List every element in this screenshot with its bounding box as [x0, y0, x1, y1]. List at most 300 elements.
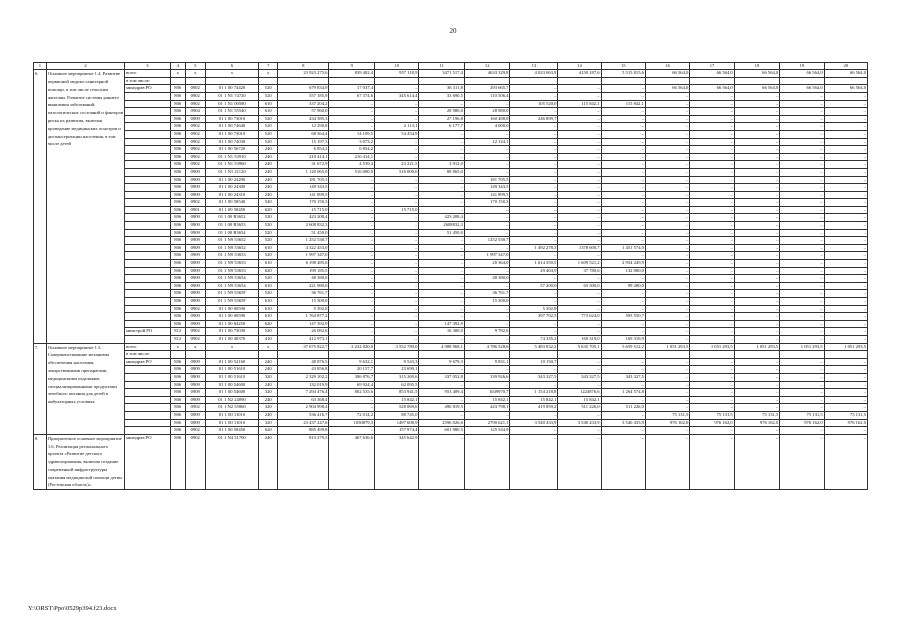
amount-cell: –: [510, 130, 558, 138]
amount-cell: 1 609 521,2: [558, 260, 601, 268]
code-cell: 01 1 N9 53652: [205, 244, 259, 252]
amount-cell: 9 543,3: [375, 358, 419, 366]
amount-cell: –: [645, 153, 689, 161]
amount-cell: –: [824, 206, 867, 214]
amount-cell: –: [824, 252, 867, 260]
code-cell: 320: [259, 419, 278, 427]
amount-cell: –: [419, 381, 465, 389]
code-cell: [205, 77, 259, 85]
code-cell: 01 1 00 74640: [205, 123, 259, 131]
code-cell: 806: [170, 100, 185, 108]
amount-cell: –: [780, 434, 824, 490]
amount-cell: 1224876,6: [558, 389, 601, 397]
code-cell: 0909: [185, 229, 205, 237]
amount-cell: –: [780, 358, 824, 366]
amount-cell: 15 715,0: [375, 206, 419, 214]
amount-cell: 6 198 485,6: [278, 260, 329, 268]
amount-cell: 62 095,5: [375, 381, 419, 389]
amount-cell: –: [645, 123, 689, 131]
amount-cell: –: [510, 237, 558, 245]
amount-cell: –: [645, 146, 689, 154]
code-cell: 240: [259, 184, 278, 192]
code-cell: 806: [170, 191, 185, 199]
code-cell: 410: [259, 335, 278, 343]
amount-cell: –: [690, 237, 734, 245]
executor-cell: [125, 168, 171, 176]
code-cell: 806: [170, 176, 185, 184]
amount-cell: 149 343,5: [278, 184, 329, 192]
amount-cell: [601, 77, 645, 85]
amount-cell: 66 564,0: [780, 70, 824, 78]
amount-cell: –: [558, 199, 601, 207]
code-cell: 806: [170, 366, 185, 374]
amount-cell: –: [601, 427, 645, 435]
amount-cell: –: [558, 184, 601, 192]
code-cell: 0909: [185, 214, 205, 222]
amount-cell: 1 051 293,5: [734, 343, 780, 351]
amount-cell: –: [558, 123, 601, 131]
table-row: [34, 77, 868, 85]
amount-cell: 115 842,1: [601, 100, 645, 108]
amount-cell: 23 699,1: [375, 366, 419, 374]
amount-cell: 2 954 249,9: [601, 260, 645, 268]
code-cell: 806: [170, 404, 185, 412]
header-cell: 16: [645, 63, 689, 70]
code-cell: 240: [259, 381, 278, 389]
amount-cell: –: [329, 282, 375, 290]
header-cell: 5: [185, 63, 205, 70]
amount-cell: –: [690, 199, 734, 207]
amount-cell: –: [510, 161, 558, 169]
code-cell: 0902: [185, 85, 205, 93]
amount-cell: 147 392,9: [278, 320, 329, 328]
amount-cell: –: [510, 381, 558, 389]
executor-cell: [125, 176, 171, 184]
amount-cell: –: [690, 184, 734, 192]
amount-cell: –: [558, 305, 601, 313]
amount-cell: –: [690, 138, 734, 146]
table-row: [34, 85, 868, 93]
executor-cell: [125, 161, 171, 169]
amount-cell: –: [510, 85, 558, 93]
amount-cell: –: [645, 260, 689, 268]
amount-cell: –: [645, 267, 689, 275]
code-cell: 806: [170, 427, 185, 435]
table-row: [34, 123, 868, 131]
executor-cell: [125, 298, 171, 306]
amount-cell: –: [601, 366, 645, 374]
amount-cell: –: [645, 206, 689, 214]
amount-cell: –: [690, 244, 734, 252]
amount-cell: 1 252 530,7: [278, 237, 329, 245]
amount-cell: –: [824, 153, 867, 161]
table-row: [34, 320, 868, 328]
code-cell: 0902: [185, 427, 205, 435]
code-cell: 0909: [185, 320, 205, 328]
executor-cell: [125, 335, 171, 343]
amount-cell: –: [601, 290, 645, 298]
amount-cell: –: [375, 313, 419, 321]
amount-cell: –: [464, 434, 510, 490]
code-cell: 01 1 00 73010: [205, 130, 259, 138]
executor-cell: [125, 123, 171, 131]
amount-cell: –: [824, 313, 867, 321]
code-cell: 240: [259, 434, 278, 490]
code-cell: 01 1 N9 53653: [205, 252, 259, 260]
amount-cell: –: [734, 252, 780, 260]
amount-cell: –: [601, 206, 645, 214]
amount-cell: –: [510, 138, 558, 146]
code-cell: 806: [170, 267, 185, 275]
amount-cell: 23 221,5: [375, 161, 419, 169]
table-row: [34, 92, 868, 100]
amount-cell: 1 614 350,5: [510, 260, 558, 268]
code-cell: 806: [170, 282, 185, 290]
code-cell: 0902: [185, 92, 205, 100]
amount-cell: 1 492 278,3: [510, 244, 558, 252]
amount-cell: 99 280,0: [601, 282, 645, 290]
amount-cell: –: [645, 434, 689, 490]
code-cell: 0909: [185, 244, 205, 252]
amount-cell: –: [645, 168, 689, 176]
executor-cell: [125, 244, 171, 252]
amount-cell: –: [558, 411, 601, 419]
amount-cell: [375, 77, 419, 85]
code-cell: 01 1 00 40370: [205, 335, 259, 343]
amount-cell: –: [734, 305, 780, 313]
amount-cell: 885 499,8: [278, 427, 329, 435]
amount-cell: 141 899,5: [278, 191, 329, 199]
amount-cell: 1 764 877,2: [278, 313, 329, 321]
amount-cell: –: [601, 115, 645, 123]
header-cell: 13: [510, 63, 558, 70]
amount-cell: 15 842,1: [375, 396, 419, 404]
amount-cell: –: [464, 366, 510, 374]
amount-cell: –: [780, 237, 824, 245]
amount-cell: –: [329, 191, 375, 199]
executor-cell: [125, 252, 171, 260]
table-row: [34, 168, 868, 176]
code-cell: 806: [170, 411, 185, 419]
amount-cell: 345 642,9: [375, 434, 419, 490]
code-cell: [185, 77, 205, 85]
file-path-footer: Y:\ORST\Ppo\0529p394.f23.docx: [28, 605, 117, 612]
code-cell: 240: [259, 161, 278, 169]
amount-cell: –: [464, 244, 510, 252]
amount-cell: –: [601, 222, 645, 230]
amount-cell: –: [375, 290, 419, 298]
amount-cell: –: [375, 260, 419, 268]
amount-cell: [645, 77, 689, 85]
amount-cell: –: [464, 305, 510, 313]
amount-cell: –: [419, 411, 465, 419]
amount-cell: –: [690, 320, 734, 328]
amount-cell: 9 679,3: [419, 358, 465, 366]
executor-cell: [125, 199, 171, 207]
amount-cell: –: [780, 214, 824, 222]
amount-cell: 423 208,4: [278, 214, 329, 222]
amount-cell: 3 540 433,9: [601, 419, 645, 427]
amount-cell: –: [734, 267, 780, 275]
code-cell: 0902: [185, 146, 205, 154]
amount-cell: 7 294 476,4: [278, 389, 329, 397]
amount-cell: –: [510, 320, 558, 328]
executor-cell: [125, 290, 171, 298]
code-cell: 01 1 N1 55540: [205, 108, 259, 116]
code-cell: 806: [170, 108, 185, 116]
amount-cell: –: [375, 328, 419, 336]
header-cell: 11: [419, 63, 465, 70]
amount-cell: –: [645, 373, 689, 381]
amount-cell: –: [464, 100, 510, 108]
amount-cell: –: [558, 153, 601, 161]
code-cell: 01 1 00 56720: [205, 146, 259, 154]
header-cell: 4: [170, 63, 185, 70]
amount-cell: [645, 351, 689, 359]
executor-cell: [125, 373, 171, 381]
amount-cell: 170 150,3: [278, 199, 329, 207]
code-cell: 01 1 00 73010: [205, 115, 259, 123]
amount-cell: 23 437 247,6: [278, 419, 329, 427]
amount-cell: –: [329, 176, 375, 184]
executor-cell: [125, 214, 171, 222]
code-cell: 01 1 00 R3653: [205, 222, 259, 230]
amount-cell: [329, 351, 375, 359]
amount-cell: 528 069,6: [375, 404, 419, 412]
amount-cell: –: [510, 222, 558, 230]
amount-cell: –: [645, 161, 689, 169]
code-cell: 0909: [185, 313, 205, 321]
amount-cell: 75 131,5: [690, 411, 734, 419]
table-row: [34, 366, 868, 374]
amount-cell: 4 023 063,9: [510, 70, 558, 78]
amount-cell: –: [645, 328, 689, 336]
code-cell: 520: [259, 130, 278, 138]
amount-cell: –: [734, 199, 780, 207]
amount-cell: –: [824, 305, 867, 313]
code-cell: 01 1 00 00590: [205, 305, 259, 313]
code-cell: 01 1 00 24300: [205, 184, 259, 192]
amount-cell: –: [558, 108, 601, 116]
amount-cell: –: [780, 275, 824, 283]
amount-cell: –: [419, 237, 465, 245]
amount-cell: 43 856,8: [278, 366, 329, 374]
amount-cell: –: [375, 237, 419, 245]
code-cell: 806: [170, 305, 185, 313]
table-row: [34, 130, 868, 138]
header-cell: 1: [34, 63, 47, 70]
code-cell: 812: [170, 328, 185, 336]
amount-cell: 15 300,0: [278, 298, 329, 306]
amount-cell: –: [558, 161, 601, 169]
executor-cell: [125, 229, 171, 237]
amount-cell: –: [558, 381, 601, 389]
table-row: [34, 305, 868, 313]
executor-cell: [125, 153, 171, 161]
code-cell: 806: [170, 244, 185, 252]
header-cell: 6: [205, 63, 259, 70]
amount-cell: 66 564,0: [645, 70, 689, 78]
amount-cell: –: [510, 92, 558, 100]
table-row: [34, 206, 868, 214]
code-cell: 806: [170, 130, 185, 138]
table-row: [34, 260, 868, 268]
amount-cell: –: [824, 290, 867, 298]
code-cell: 610: [259, 282, 278, 290]
amount-cell: 9 782,6: [464, 328, 510, 336]
amount-cell: 9 831,1: [464, 358, 510, 366]
amount-cell: 9 632,1: [329, 358, 375, 366]
amount-cell: 412 973,1: [278, 335, 329, 343]
amount-cell: –: [734, 389, 780, 397]
code-cell: 01 1 N1 53960: [205, 161, 259, 169]
executor-cell: [125, 404, 171, 412]
code-cell: 610: [259, 260, 278, 268]
amount-cell: –: [510, 168, 558, 176]
code-cell: 806: [170, 161, 185, 169]
amount-cell: 6 854,2: [278, 146, 329, 154]
amount-cell: –: [329, 335, 375, 343]
amount-cell: –: [780, 176, 824, 184]
amount-cell: 65 500,0: [558, 282, 601, 290]
code-cell: 01 1 N2 24090: [205, 396, 259, 404]
code-cell: 520: [259, 138, 278, 146]
amount-cell: –: [824, 214, 867, 222]
amount-cell: 6 854,2: [329, 146, 375, 154]
amount-cell: [329, 77, 375, 85]
table-row: [34, 146, 868, 154]
amount-cell: –: [601, 85, 645, 93]
amount-cell: –: [375, 305, 419, 313]
code-cell: 806: [170, 434, 185, 490]
code-cell: 806: [170, 313, 185, 321]
amount-cell: –: [558, 366, 601, 374]
amount-cell: –: [690, 229, 734, 237]
code-cell: 0902: [185, 328, 205, 336]
code-cell: 0909: [185, 176, 205, 184]
amount-cell: –: [419, 298, 465, 306]
amount-cell: 132 000,0: [601, 267, 645, 275]
amount-cell: 67 374,6: [329, 92, 375, 100]
code-cell: 520: [259, 229, 278, 237]
amount-cell: –: [690, 161, 734, 169]
amount-cell: –: [464, 320, 510, 328]
code-cell: 240: [259, 153, 278, 161]
amount-cell: 88 065,0: [419, 168, 465, 176]
code-cell: 0909: [185, 184, 205, 192]
executor-cell: [125, 267, 171, 275]
amount-cell: –: [558, 206, 601, 214]
amount-cell: 14 109,5: [329, 130, 375, 138]
table-row: [34, 290, 868, 298]
amount-cell: 976 162,0: [780, 419, 824, 427]
code-cell: 0902: [185, 138, 205, 146]
amount-cell: –: [780, 373, 824, 381]
amount-cell: –: [510, 252, 558, 260]
amount-cell: –: [690, 305, 734, 313]
code-cell: 01 1 N1 00580: [205, 100, 259, 108]
amount-cell: 3 912,0: [419, 161, 465, 169]
amount-cell: –: [734, 100, 780, 108]
amount-cell: –: [780, 184, 824, 192]
amount-cell: –: [780, 366, 824, 374]
amount-cell: –: [824, 389, 867, 397]
amount-cell: –: [558, 146, 601, 154]
table-row: [34, 404, 868, 412]
amount-cell: –: [780, 168, 824, 176]
amount-cell: –: [510, 229, 558, 237]
amount-cell: –: [464, 130, 510, 138]
code-cell: 520: [259, 85, 278, 93]
code-cell: 806: [170, 237, 185, 245]
amount-cell: –: [734, 427, 780, 435]
amount-cell: –: [601, 320, 645, 328]
amount-cell: –: [329, 214, 375, 222]
amount-cell: [278, 77, 329, 85]
amount-cell: –: [690, 313, 734, 321]
amount-cell: –: [734, 320, 780, 328]
amount-cell: –: [690, 282, 734, 290]
amount-cell: –: [464, 161, 510, 169]
table-row: [34, 267, 868, 275]
amount-cell: –: [780, 100, 824, 108]
amount-cell: –: [645, 237, 689, 245]
amount-cell: –: [690, 146, 734, 154]
amount-cell: [690, 351, 734, 359]
measure-title-cell: Основное мероприятие 1.4. Развитие первичной медико-санитарной помощи, в том числе сельским жителям. Развитие системы раннего выявления заболеваний, патологических состояний и факторов риска их развития, включая проведение медицинских осмотров и диспансеризации населения, в том числе детей: [46, 70, 124, 343]
amount-cell: –: [780, 108, 824, 116]
amount-cell: –: [734, 123, 780, 131]
amount-cell: –: [510, 206, 558, 214]
executor-cell: [125, 130, 171, 138]
code-cell: 610: [259, 313, 278, 321]
amount-cell: –: [734, 381, 780, 389]
code-cell: 806: [170, 138, 185, 146]
executor-cell: [125, 419, 171, 427]
code-cell: 240: [259, 396, 278, 404]
amount-cell: –: [690, 389, 734, 397]
code-cell: 240: [259, 168, 278, 176]
amount-cell: –: [734, 176, 780, 184]
amount-cell: 15 715,0: [278, 206, 329, 214]
amount-cell: 181 705,5: [278, 176, 329, 184]
amount-cell: –: [780, 381, 824, 389]
amount-cell: –: [690, 328, 734, 336]
header-cell: 3: [125, 63, 171, 70]
amount-cell: –: [780, 146, 824, 154]
amount-cell: –: [780, 153, 824, 161]
amount-cell: –: [690, 335, 734, 343]
amount-cell: –: [375, 252, 419, 260]
amount-cell: 20 364,0: [464, 260, 510, 268]
amount-cell: –: [329, 244, 375, 252]
amount-cell: –: [824, 404, 867, 412]
amount-cell: 36 761,7: [278, 290, 329, 298]
code-cell: 01 1 N9 5365F: [205, 290, 259, 298]
amount-cell: –: [601, 214, 645, 222]
table-row: [34, 282, 868, 290]
code-cell: 520: [259, 328, 278, 336]
amount-cell: –: [780, 320, 824, 328]
code-cell: 0909: [185, 115, 205, 123]
amount-cell: 397 702,5: [510, 313, 558, 321]
amount-cell: –: [464, 282, 510, 290]
amount-cell: 20 157,7: [329, 366, 375, 374]
amount-cell: 5 392,8: [278, 305, 329, 313]
code-cell: [170, 351, 185, 359]
code-cell: 806: [170, 373, 185, 381]
executor-cell: [125, 100, 171, 108]
